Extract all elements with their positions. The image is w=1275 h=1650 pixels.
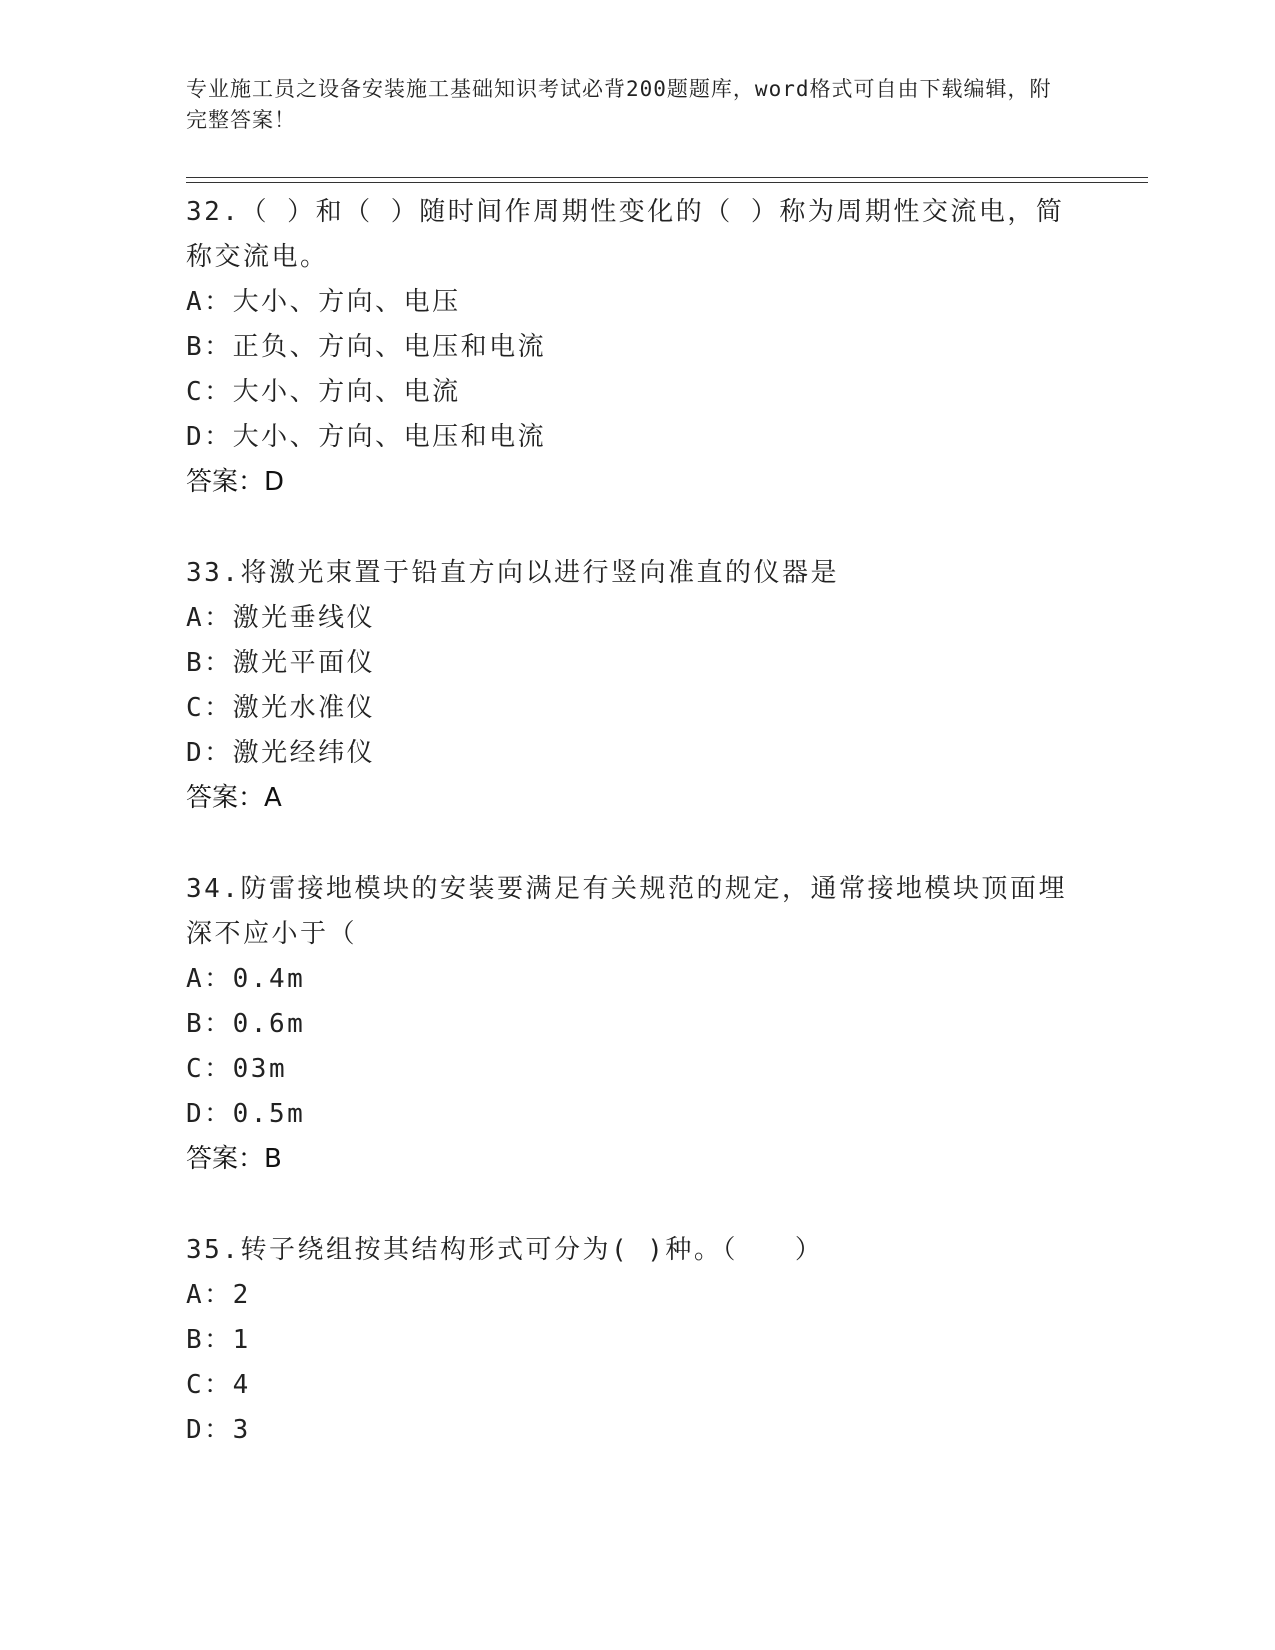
option-d: D：3 <box>186 1415 251 1445</box>
option-a: A：2 <box>186 1280 251 1310</box>
question-stem: 32.（ ）和（ ）随时间作周期性变化的（ ）称为周期性交流电，简称交流电。 <box>186 197 1065 272</box>
question-35 <box>186 1228 1086 1453</box>
option-b: B：0.6m <box>186 1009 306 1039</box>
option-d: D：大小、方向、电压和电流 <box>186 422 547 452</box>
question-34 <box>186 867 1086 1182</box>
option-b: B：正负、方向、电压和电流 <box>186 332 547 362</box>
document-header: 专业施工员之设备安装施工基础知识考试必背200题题库，word格式可自由下载编辑，附完整答案！ <box>186 77 1052 132</box>
option-c: C：大小、方向、电流 <box>186 377 461 407</box>
header-rule-bottom <box>186 182 1148 183</box>
question-33 <box>186 551 1086 821</box>
option-c: C：激光水准仪 <box>186 693 376 723</box>
question-stem: 33.将激光束置于铅直方向以进行竖向准直的仪器是 <box>186 558 839 588</box>
option-a: A：0.4m <box>186 964 306 994</box>
option-d: D：0.5m <box>186 1099 306 1129</box>
option-c: C：4 <box>186 1370 251 1400</box>
option-a: A：大小、方向、电压 <box>186 287 461 317</box>
question-stem: 35.转子绕组按其结构形式可分为( )种。（ ） <box>186 1235 824 1265</box>
answer-label: 答案：A <box>186 783 282 813</box>
option-c: C：03m <box>186 1054 288 1084</box>
header-rule-top <box>186 177 1148 178</box>
answer-label: 答案：D <box>186 467 285 497</box>
question-list <box>186 190 1086 1499</box>
option-d: D：激光经纬仪 <box>186 738 376 768</box>
question-32 <box>186 190 1086 505</box>
option-a: A：激光垂线仪 <box>186 603 376 633</box>
option-b: B：激光平面仪 <box>186 648 376 678</box>
question-stem: 34.防雷接地模块的安装要满足有关规范的规定，通常接地模块顶面埋深不应小于（ <box>186 874 1067 949</box>
answer-label: 答案：B <box>186 1144 282 1174</box>
option-b: B：1 <box>186 1325 251 1355</box>
